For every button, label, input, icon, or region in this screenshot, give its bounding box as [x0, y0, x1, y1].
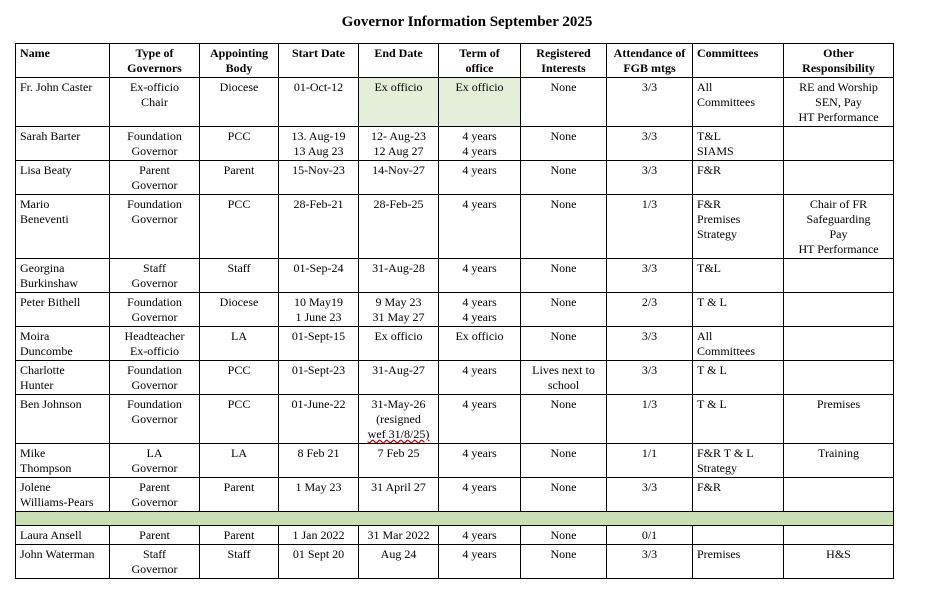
cell-term: 4 years	[439, 478, 521, 512]
cell-type: Foundation Governor	[110, 195, 200, 259]
cell-name: Charlotte Hunter	[16, 361, 110, 395]
cell-attendance: 1/3	[607, 195, 693, 259]
header-appointing-body: Appointing Body	[200, 44, 279, 78]
header-name: Name	[16, 44, 110, 78]
cell-type: Foundation Governor	[110, 395, 200, 444]
table-row	[16, 161, 894, 195]
cell-appointing-body: Diocese	[200, 78, 279, 127]
header-interests: Registered Interests	[521, 44, 607, 78]
cell-start-date: 13. Aug-19 13 Aug 23	[279, 127, 359, 161]
cell-attendance: 3/3	[607, 478, 693, 512]
cell-committees: T & L	[693, 361, 784, 395]
cell-type: Staff Governor	[110, 545, 200, 579]
governor-table	[15, 43, 894, 579]
cell-start-date: 01 Sept 20	[279, 545, 359, 579]
cell-term: 4 years	[439, 444, 521, 478]
cell-term: 4 years 4 years	[439, 127, 521, 161]
cell-end-date: 31 April 27	[359, 478, 439, 512]
cell-start-date: 1 May 23	[279, 478, 359, 512]
table-row	[16, 444, 894, 478]
resignation-note: wef 31/8/25)	[367, 427, 430, 441]
cell-interests: None	[521, 395, 607, 444]
cell-interests: None	[521, 444, 607, 478]
end-date-text: 31-May-26 (resigned	[371, 397, 426, 426]
cell-attendance: 1/3	[607, 395, 693, 444]
table-row	[16, 395, 894, 444]
cell-type: Ex-officio Chair	[110, 78, 200, 127]
cell-attendance: 3/3	[607, 259, 693, 293]
cell-committees: F&R	[693, 478, 784, 512]
cell-type: Staff Governor	[110, 259, 200, 293]
cell-name: Lisa Beaty	[16, 161, 110, 195]
cell-appointing-body: PCC	[200, 361, 279, 395]
cell-type: Parent Governor	[110, 478, 200, 512]
cell-start-date: 01-June-22	[279, 395, 359, 444]
table-row	[16, 293, 894, 327]
cell-name: Georgina Burkinshaw	[16, 259, 110, 293]
cell-other: Training	[784, 444, 894, 478]
cell-end-date: 9 May 23 31 May 27	[359, 293, 439, 327]
cell-appointing-body: PCC	[200, 395, 279, 444]
table-row	[16, 545, 894, 579]
cell-appointing-body: Parent	[200, 161, 279, 195]
cell-name: John Waterman	[16, 545, 110, 579]
cell-end-date: 31 Mar 2022	[359, 526, 439, 545]
cell-type: Foundation Governor	[110, 293, 200, 327]
cell-type: LA Governor	[110, 444, 200, 478]
cell-attendance: 1/1	[607, 444, 693, 478]
cell-other: Chair of FR Safeguarding Pay HT Performance	[784, 195, 894, 259]
cell-start-date: 28-Feb-21	[279, 195, 359, 259]
cell-name: Fr. John Caster	[16, 78, 110, 127]
header-term: Term of office	[439, 44, 521, 78]
cell-name: Peter Bithell	[16, 293, 110, 327]
cell-type: Foundation Governor	[110, 127, 200, 161]
cell-other: H&S	[784, 545, 894, 579]
cell-end-date: 28-Feb-25	[359, 195, 439, 259]
cell-attendance: 3/3	[607, 327, 693, 361]
cell-end-date: Aug 24	[359, 545, 439, 579]
cell-end-date: 31-Aug-28	[359, 259, 439, 293]
cell-attendance: 0/1	[607, 526, 693, 545]
cell-name: Ben Johnson	[16, 395, 110, 444]
cell-other	[784, 127, 894, 161]
cell-term: 4 years	[439, 545, 521, 579]
cell-interests: None	[521, 195, 607, 259]
header-other: Other Responsibility	[784, 44, 894, 78]
cell-appointing-body: LA	[200, 444, 279, 478]
cell-start-date: 10 May19 1 June 23	[279, 293, 359, 327]
cell-appointing-body: Staff	[200, 545, 279, 579]
cell-end-date: 31-Aug-27	[359, 361, 439, 395]
cell-end-date: 12- Aug-23 12 Aug 27	[359, 127, 439, 161]
header-end-date: End Date	[359, 44, 439, 78]
cell-term: 4 years	[439, 259, 521, 293]
cell-term: 4 years	[439, 361, 521, 395]
cell-interests: None	[521, 545, 607, 579]
cell-interests: None	[521, 526, 607, 545]
cell-appointing-body: Parent	[200, 526, 279, 545]
cell-type: Foundation Governor	[110, 361, 200, 395]
cell-committees: F&R T & L Strategy	[693, 444, 784, 478]
cell-interests: None	[521, 127, 607, 161]
cell-appointing-body: Parent	[200, 478, 279, 512]
cell-name: Moira Duncombe	[16, 327, 110, 361]
cell-start-date: 1 Jan 2022	[279, 526, 359, 545]
cell-end-date: Ex officio	[359, 327, 439, 361]
cell-start-date: 01-Sept-23	[279, 361, 359, 395]
cell-other	[784, 478, 894, 512]
cell-committees: T & L	[693, 293, 784, 327]
header-row	[16, 44, 894, 78]
header-committees: Committees	[693, 44, 784, 78]
cell-committees: All Committees	[693, 327, 784, 361]
cell-term: 4 years	[439, 395, 521, 444]
cell-committees: F&R	[693, 161, 784, 195]
cell-other: Premises	[784, 395, 894, 444]
cell-term: 4 years	[439, 526, 521, 545]
cell-term: 4 years	[439, 195, 521, 259]
cell-committees: T&L	[693, 259, 784, 293]
cell-start-date: 01-Oct-12	[279, 78, 359, 127]
cell-start-date: 8 Feb 21	[279, 444, 359, 478]
cell-other	[784, 259, 894, 293]
cell-appointing-body: PCC	[200, 127, 279, 161]
cell-committees	[693, 526, 784, 545]
cell-start-date: 01-Sept-15	[279, 327, 359, 361]
cell-other	[784, 161, 894, 195]
cell-name: Mike Thompson	[16, 444, 110, 478]
cell-name: Sarah Barter	[16, 127, 110, 161]
cell-name: Jolene Williams-Pears	[16, 478, 110, 512]
cell-committees: T&L SIAMS	[693, 127, 784, 161]
cell-interests: None	[521, 327, 607, 361]
cell-start-date: 01-Sep-24	[279, 259, 359, 293]
cell-interests: None	[521, 78, 607, 127]
cell-other	[784, 293, 894, 327]
cell-term: Ex officio	[439, 327, 521, 361]
separator-row	[16, 512, 894, 526]
cell-term: 4 years	[439, 161, 521, 195]
cell-attendance: 3/3	[607, 127, 693, 161]
cell-type: Headteacher Ex-officio	[110, 327, 200, 361]
cell-appointing-body: Staff	[200, 259, 279, 293]
cell-appointing-body: PCC	[200, 195, 279, 259]
cell-term: 4 years 4 years	[439, 293, 521, 327]
cell-attendance: 3/3	[607, 361, 693, 395]
cell-other	[784, 526, 894, 545]
cell-interests: None	[521, 293, 607, 327]
cell-end-date: 7 Feb 25	[359, 444, 439, 478]
cell-committees: F&R Premises Strategy	[693, 195, 784, 259]
cell-other	[784, 327, 894, 361]
document-title: Governor Information September 2025	[341, 14, 593, 30]
table-row	[16, 361, 894, 395]
cell-attendance: 3/3	[607, 161, 693, 195]
header-attendance: Attendance of FGB mtgs	[607, 44, 693, 78]
table-row	[16, 526, 894, 545]
header-type: Type of Governors	[110, 44, 200, 78]
separator-cell	[16, 512, 894, 526]
table-row	[16, 127, 894, 161]
cell-interests: Lives next to school	[521, 361, 607, 395]
cell-other	[784, 361, 894, 395]
cell-committees: T & L	[693, 395, 784, 444]
cell-end-date: Ex officio	[359, 78, 439, 127]
cell-committees: All Committees	[693, 78, 784, 127]
cell-name: Laura Ansell	[16, 526, 110, 545]
table-row	[16, 259, 894, 293]
table-row	[16, 78, 894, 127]
table-row	[16, 195, 894, 259]
header-start-date: Start Date	[279, 44, 359, 78]
cell-interests: None	[521, 259, 607, 293]
cell-attendance: 3/3	[607, 78, 693, 127]
cell-type: Parent	[110, 526, 200, 545]
cell-start-date: 15-Nov-23	[279, 161, 359, 195]
table-row	[16, 478, 894, 512]
cell-appointing-body: LA	[200, 327, 279, 361]
cell-end-date	[359, 395, 439, 444]
cell-interests: None	[521, 478, 607, 512]
cell-interests: None	[521, 161, 607, 195]
cell-name: Mario Beneventi	[16, 195, 110, 259]
table-row	[16, 327, 894, 361]
cell-end-date: 14-Nov-27	[359, 161, 439, 195]
cell-attendance: 2/3	[607, 293, 693, 327]
cell-committees: Premises	[693, 545, 784, 579]
cell-appointing-body: Diocese	[200, 293, 279, 327]
cell-other: RE and Worship SEN, Pay HT Performance	[784, 78, 894, 127]
cell-type: Parent Governor	[110, 161, 200, 195]
cell-term: Ex officio	[439, 78, 521, 127]
cell-attendance: 3/3	[607, 545, 693, 579]
